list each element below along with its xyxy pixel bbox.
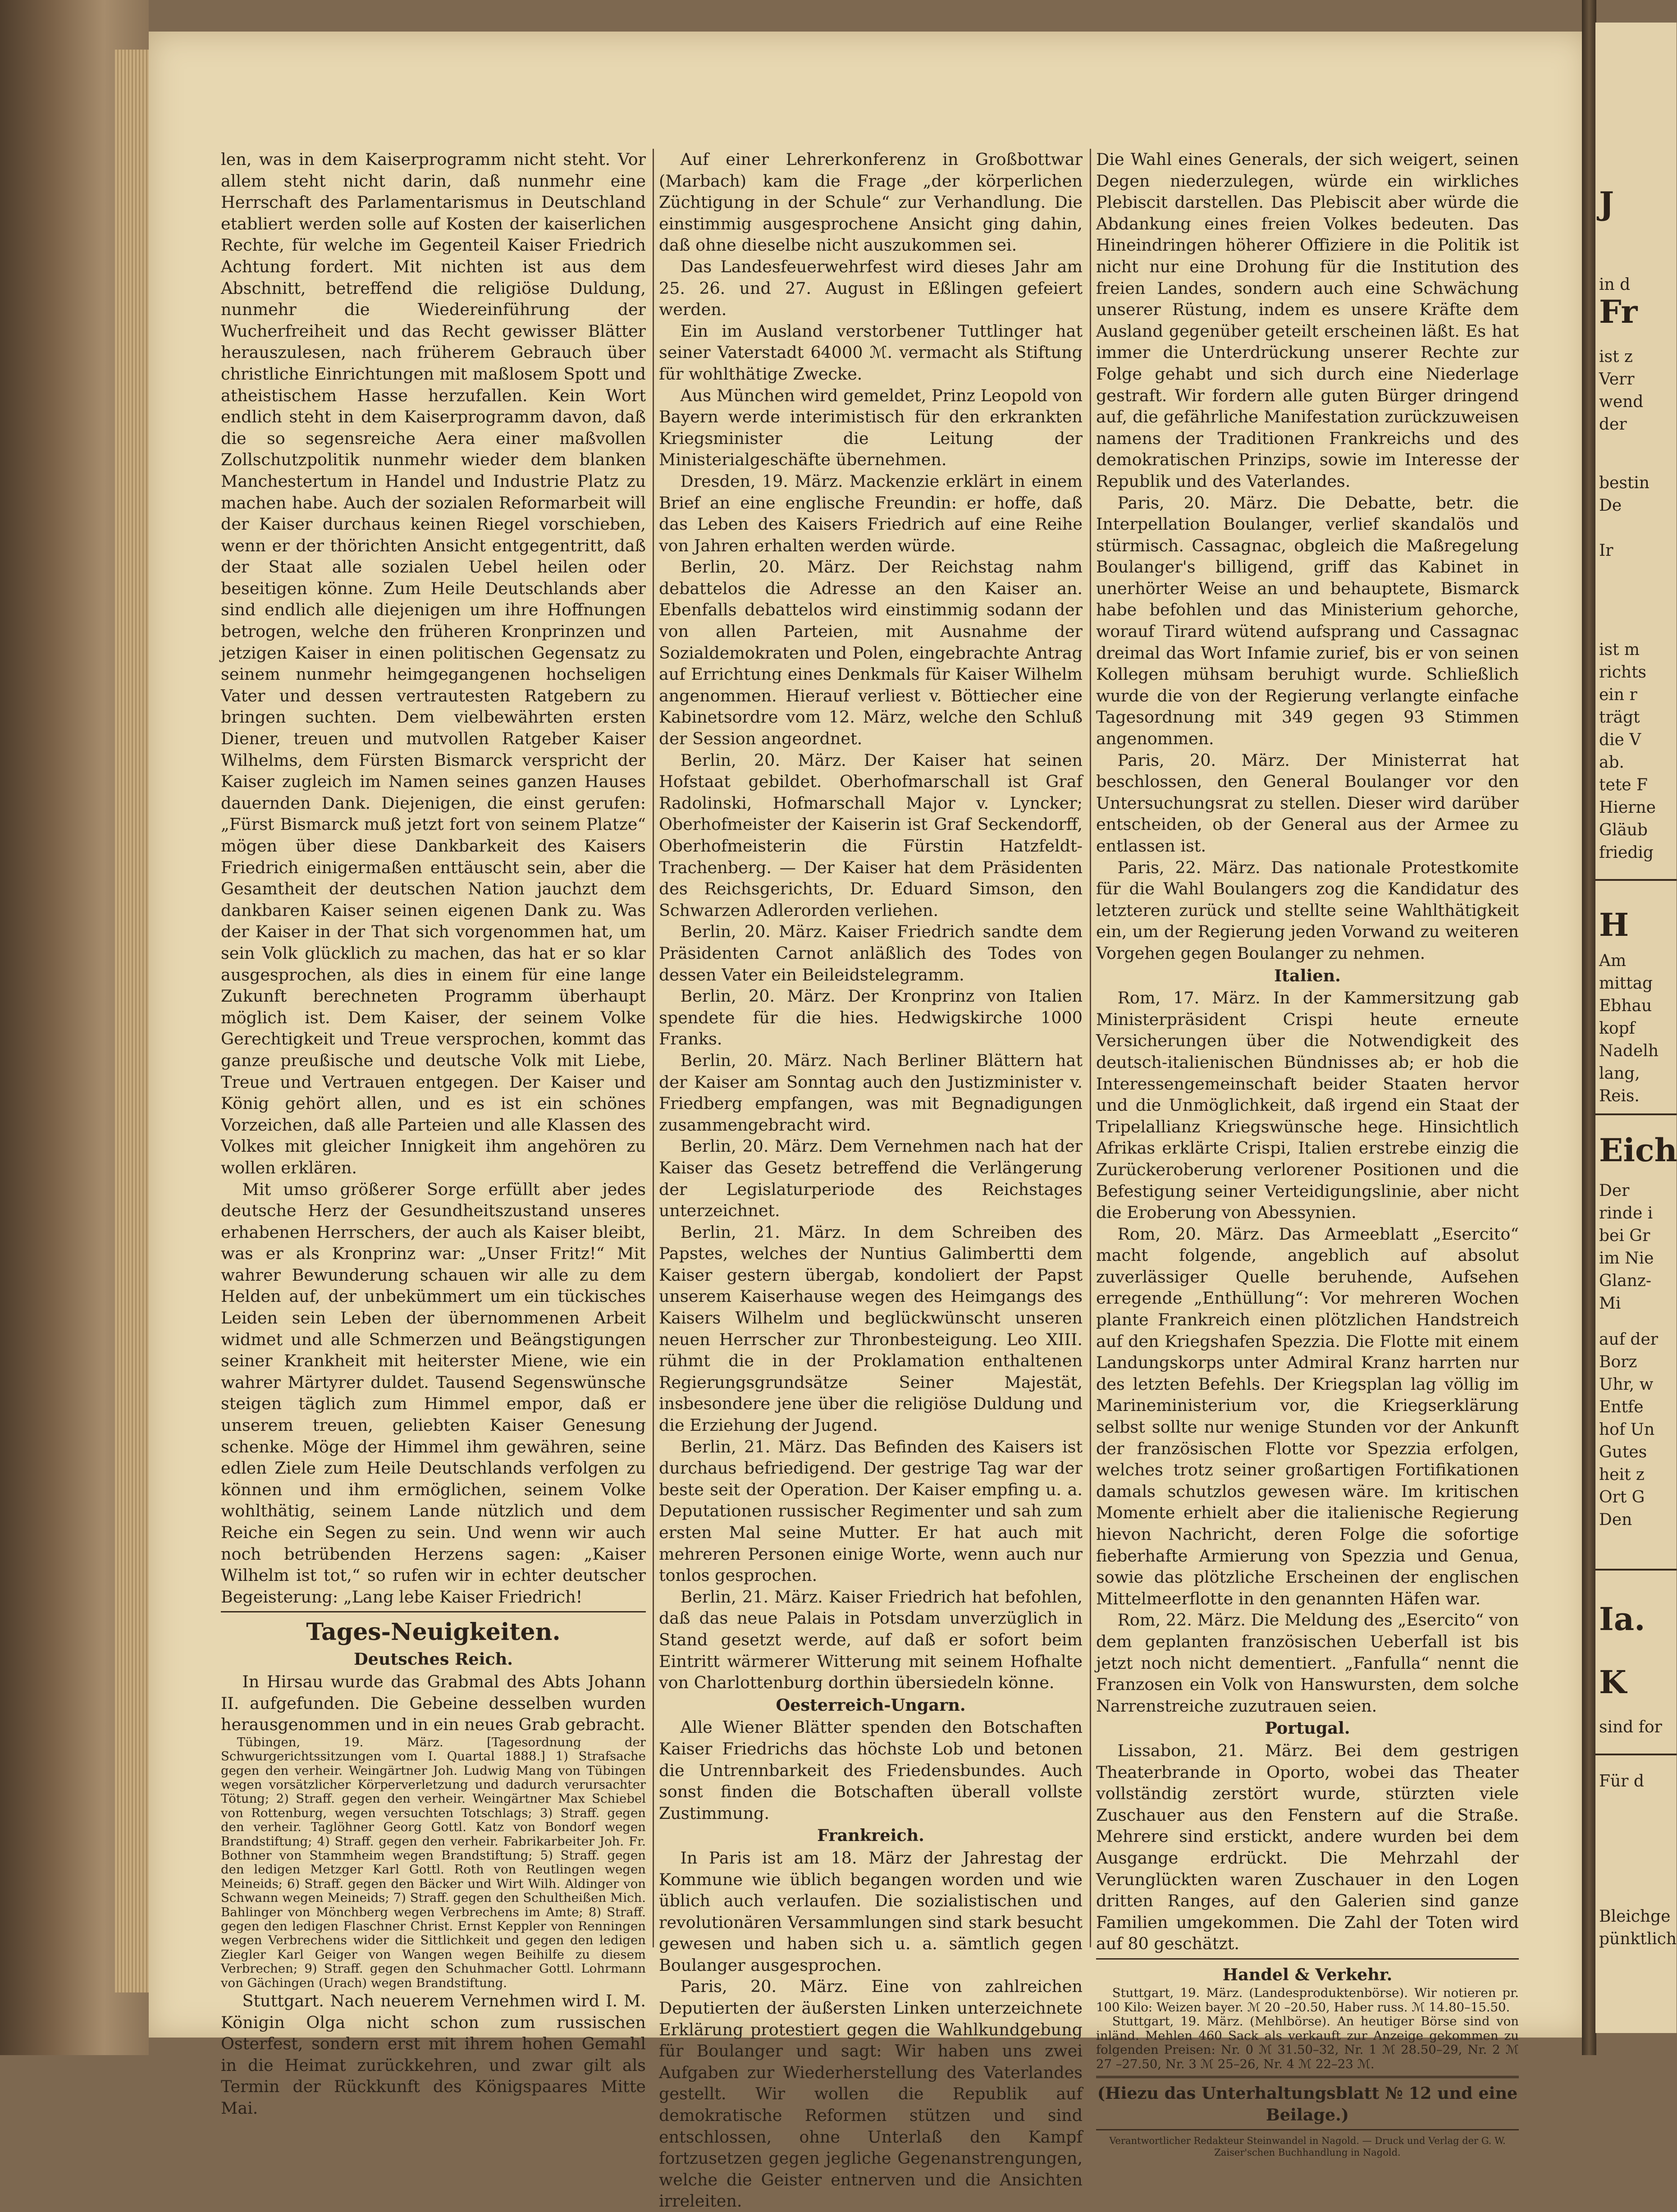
article-gesundheit: Mit umso größerer Sorge erfüllt aber jedes deutsche Herz der Gesundheitszustand unseres erhabenen Herrschers, der auch als Kaiser bleibt, was er als Kronprinz war: „Unser Fritz!“ Mit wahrer Bewunderung schauen wir alle zu dem Helden auf, der unbekümmert um ein tückisches Leiden sein Leben der übernommenen Arbeit widmet und alle Schmerzen und Beängstigungen seiner Krankheit mit heiterster Miene, wie ein wahrer Märtyrer duldet. Tausend Segenswünsche steigen täglich zum Himmel empor, daß er unserem treuen, geliebten Kaiser Genesung schenke. Möge der Himmel ihm gewähren, seine edlen Ziele zum Heile Deutschlands verfolgen zu können und ihm ermöglichen, seinem Volke wohlthätig, seinem Lande nützlich und dem Reiche ein Segen zu sein. Und wenn wir auch noch betrübenden Herzens sagen: „Kaiser Wilhelm ist tot,“ so rufen wir in echter deutscher Begeisterung: „Lang lebe Kaiser Friedrich! <box>221 1179 646 1607</box>
adjacent-page-fragment: Entfe <box>1599 1398 1644 1416</box>
subhead-deutsches-reich: Deutsches Reich. <box>354 1649 513 1669</box>
book-gutter <box>1582 0 1596 2055</box>
adjacent-page-fragment: De <box>1599 496 1622 515</box>
news-berlin-kronprinz-italien: Berlin, 20. März. Der Kronprinz von Italien spendete für die hies. Hedwigskirche 1000 Franks. <box>659 986 1083 1049</box>
news-berlin-potsdam: Berlin, 21. März. Kaiser Friedrich hat befohlen, daß das neue Palais in Potsdam unverzüglich in Stand gesetzt werde, auf daß er sofort beim Eintritt wärmerer Witterung mit seinem Hofhalte von Charlottenburg dorthin übersiedeln könne. <box>659 1587 1083 1693</box>
adjacent-page-fragment: Reis. <box>1599 1087 1640 1105</box>
news-stuttgart-koenigin: Stuttgart. Nach neuerem Vernehmen wird I. M. Königin Olga nicht schon zum russischen Osterfest, sondern erst mit ihrem hohen Gemahl in die Heimat zurückkehren, und zwar gilt als Termin der Rückkunft des Königspaares Mitte Mai. <box>221 1991 646 2118</box>
market-mehlboerse: Stuttgart, 19. März. (Mehlbörse). An heutiger Börse sind von inländ. Mehlen 460 Sack als verkauft zur Anzeige gekommen zu folgenden Preisen: Nr. 0 ℳ 31.50–32, Nr. 1 ℳ 28.50–29, Nr. 2 ℳ 27 –27.50, Nr. 3 ℳ 25–26, Nr. 4 ℳ 22–23 ℳ. <box>1096 2014 1519 2071</box>
news-paris-protestkomite: Paris, 22. März. Das nationale Protestkomite für die Wahl Boulangers zog die Kandidatur des letzteren zurück und stellte seine Wahlthätigkeit ein, um der Regierung jeden Vorwand zu weiteren Vorgehen gegen Boulanger zu nehmen. <box>1096 857 1519 963</box>
adjacent-page <box>1595 23 1677 2033</box>
adjacent-page-fragment: J <box>1599 185 1614 222</box>
news-hirsau: In Hirsau wurde das Grabmal des Abts Johann II. aufgefunden. Die Gebeine desselben wurden herausgenommen und in ein neues Grab gebracht. <box>221 1672 646 1735</box>
adjacent-page-fragment: tete F <box>1599 776 1648 794</box>
news-dresden: Dresden, 19. März. Mackenzie erklärt in einem Brief an eine englische Freundin: er hoffe, daß das Leben des Kaisers Friedrich auf eine Reihe von Jahren erhalten werden würde. <box>659 471 1083 555</box>
news-wiener-blaetter: Alle Wiener Blätter spenden den Botschaften Kaiser Friedrichs das höchste Lob und betonen die Untrennbarkeit des Friedensbundes. Auch sonst finden die Botschaften überall vollste Zustimmung. <box>659 1717 1083 1823</box>
adjacent-page-fragment: sind for <box>1599 1718 1662 1736</box>
adjacent-page-fragment: Mi <box>1599 1294 1621 1313</box>
adjacent-page-fragment: Fr <box>1599 293 1638 330</box>
news-feuerwehrfest: Das Landesfeuerwehrfest wird dieses Jahr am 25. 26. und 27. August in Eßlingen gefeiert werden. <box>659 256 1083 320</box>
news-rom-crispi: Rom, 17. März. In der Kammersitzung gab Ministerpräsident Crispi heute erneute Versicherungen über die Notwendigkeit des deutsch-italienischen Bündnisses ab; er hob die Interessengemeinschaft beider Staaten hervor und die Unmöglichkeit, daß irgend ein Staat der Tripelallianz Kriegswünsche hege. Hinsichtlich Afrikas erklärte Crispi, Italien erstrebe einzig die Zurückeroberung verlorener Positionen und die Befestigung seiner Verteidigungslinie, aber nicht die Eroberung von Abessynien. <box>1096 988 1519 1223</box>
news-berlin-justizminister: Berlin, 20. März. Nach Berliner Blättern hat der Kaiser am Sonntag auch den Justizminister v. Friedberg empfangen, was mit Begnadigungen zusammengebracht wird. <box>659 1050 1083 1135</box>
adjacent-page-fragment: ab. <box>1599 753 1624 772</box>
adjacent-page-fragment: Nadelh <box>1599 1042 1659 1060</box>
news-berlin-carnot: Berlin, 20. März. Kaiser Friedrich sandte dem Präsidenten Carnot anläßlich des Todes von dessen Vater ein Beileidstelegramm. <box>659 922 1083 985</box>
adjacent-page-fragment: Ebhau <box>1599 997 1652 1015</box>
news-paris-kommune: In Paris ist am 18. März der Jahrestag der Kommune wie üblich begangen worden und wie üblich auch verlaufen. Die sozialistischen und revolutionären Versammlungen sind stark besucht gewesen und haben sich u. a. sämtlich gegen Boulanger ausgesprochen. <box>659 1848 1083 1975</box>
adjacent-page-fragment: die V <box>1599 731 1641 749</box>
adjacent-page-fragment: Ia. <box>1599 1600 1645 1638</box>
adjacent-page-rule <box>1595 1754 1677 1755</box>
supplement-note: (Hiezu das Unterhaltungsblatt № 12 und eine Beilage.) <box>1097 2083 1518 2125</box>
divider <box>221 1611 646 1612</box>
adjacent-page-fragment: wend <box>1599 393 1644 411</box>
news-lehrerkonferenz: Auf einer Lehrerkonferenz in Großbottwar (Marbach) kam die Frage „der körperlichen Züchtigung in der Schule“ zur Verhandlung. Die einstimmig ausgesprochene Ansicht ging dahin, daß ohne dieselbe nicht auszukommen sei. <box>659 150 1083 255</box>
adjacent-page-fragment: ist z <box>1599 348 1633 366</box>
adjacent-page-fragment: mittag <box>1599 974 1653 993</box>
divider <box>1096 2129 1519 2130</box>
adjacent-page-fragment: der <box>1599 415 1627 434</box>
news-rom-esercito: Rom, 20. März. Das Armeeblatt „Esercito“ macht folgende, angeblich auf absolut zuverlässiger Quelle beruhende, Aufsehen erregende „Enthüllung“: Vor mehreren Wochen plante Frankreich einen plötzlichen Handstreich auf den Kriegshafen Spezzia. Die Flotte mit einem Landungskorps unter Admiral Kranz harrten nur des letzten Befehls. Der Kriegsplan lag völlig im Marineministerium vor, die Kriegserklärung selbst sollte nur wenige Stunden vor der Ankunft der französischen Flotte vor Spezzia erfolgen, welches trotz seiner großartigen Fortifikationen damals schutzlos gewesen wäre. Im kritischen Momente erhielt aber die italienische Regierung hievon Nachricht, deren Folge die sofortige fieberhafte Armierung von Spezzia und Genua, sowie das plötzliche Erscheinen der englischen Mittelmeerflotte in den genannten Häfen war. <box>1096 1224 1519 1608</box>
adjacent-page-fragment: K <box>1599 1663 1627 1701</box>
subhead-oesterreich-ungarn: Oesterreich-Ungarn. <box>776 1695 966 1715</box>
news-berlin-hofstaat: Berlin, 20. März. Der Kaiser hat seinen Hofstaat gebildet. Oberhofmarschall ist Graf Radolinski, Hofmarschall Major v. Lyncker; Oberhofmeister der Kaiserin ist Graf Seckendorff, Oberhofmeisterin die Fürstin Hatzfeldt-Trachenberg. — Der Kaiser hat dem Präsidenten des Reichsgerichts, Dr. Eduard Simson, den Schwarzen Adlerorden verliehen. <box>659 750 1083 920</box>
adjacent-page-fragment: hof Un <box>1599 1420 1655 1439</box>
adjacent-page-fragment: in d <box>1599 275 1631 294</box>
news-paris-debatte: Paris, 20. März. Die Debatte, betr. die Interpellation Boulanger, verlief skandalös und stürmisch. Cassagnac, obgleich die Maßregelung Boulanger's billigend, griff das Kabinet in unerhörter Weise an und behauptete, Bismarck habe befohlen und das Ministerium gehorche, worauf Tirard wütend aufsprang und Cassagnac dreimal das Wort Infamie zurief, bis er von seinen Kollegen mühsam beruhigt wurde. Schließlich wurde die von der Regierung verlangte einfache Tagesordnung mit 349 gegen 93 Stimmen angenommen. <box>1096 493 1519 749</box>
adjacent-page-fragment: kopf <box>1599 1019 1635 1038</box>
adjacent-page-fragment: Gläub <box>1599 821 1648 839</box>
adjacent-page-fragment: Glanz- <box>1599 1272 1652 1290</box>
adjacent-page-fragment: Ort G <box>1599 1488 1645 1507</box>
column-rule <box>653 149 654 1947</box>
news-muenchen: Aus München wird gemeldet, Prinz Leopold von Bayern werde interimistisch für den erkrankten Kriegsminister die Leitung der Ministerialgeschäfte übernehmen. <box>659 385 1083 470</box>
section-title-tages-neuigkeiten: Tages-Neuigkeiten. <box>306 1618 561 1646</box>
adjacent-page-fragment: rinde i <box>1599 1204 1653 1223</box>
adjacent-page-fragment: Gutes <box>1599 1443 1647 1461</box>
divider <box>1096 2076 1519 2078</box>
adjacent-page-fragment: Hierne <box>1599 798 1656 817</box>
imprint: Verantwortlicher Redakteur Steinwandel in Nagold. — Druck und Verlag der G. W. Zaiser'schen Buchhandlung in Nagold. <box>1109 2135 1506 2158</box>
news-tuebingen-schwurgericht: Tübingen, 19. März. [Tagesordnung der Schwurgerichtssitzungen vom I. Quartal 1888.] 1) Strafsache gegen den verheir. Weingärtner Joh. Ludwig Mang von Tübingen wegen vorsätzlicher Körperverletzung und dadurch verursachter Tötung; 2) Straff. gegen den verheir. Weingärtner Max Schiebel von Rottenburg, wegen versuchten Totschlags; 3) Straff. gegen den verheir. Taglöhner Georg Gottl. Katz von Bondorf wegen Brandstiftung; 4) Straff. gegen den verheir. Fabrikarbeiter Joh. Fr. Bothner von Stammheim wegen Brandstiftung; 5) Straff. gegen den ledigen Metzger Karl Gottl. Roth von Reutlingen wegen Meineids; 6) Straff. gegen den Bäcker und Wirt Wilh. Aldinger von Schwann wegen Meineids; 7) Straff. gegen den Schultheißen Mich. Bahlinger von Mönchberg wegen Verbrechens im Amte; 8) Straff. gegen den ledigen Flaschner Christ. Ernst Keppler von Renningen wegen Verbrechens wider die Sittlichkeit und gegen den ledigen Ziegler Karl Geiger von Wangen wegen Beihilfe zu diesem Verbrechen; 9) Straff. gegen den Schuhmacher Gottl. Lohrmann von Gächingen (Urach) wegen Brandstiftung. <box>221 1735 646 1990</box>
subhead-handel-verkehr: Handel & Verkehr. <box>1222 1965 1393 1984</box>
adjacent-page-fragment: Bleichge <box>1599 1907 1671 1926</box>
news-paris-ministerrat: Paris, 20. März. Der Ministerrat hat beschlossen, den General Boulanger vor den Untersuchungsrat zu stellen. Dieser wird darüber entscheiden, ob der General aus der Armee zu entlassen ist. <box>1096 750 1519 856</box>
adjacent-page-fragment: lang, <box>1599 1064 1640 1083</box>
subhead-frankreich: Frankreich. <box>817 1826 924 1846</box>
column-3 <box>1096 149 1519 2158</box>
adjacent-page-fragment: bei Gr <box>1599 1227 1650 1245</box>
news-berlin-legislatur: Berlin, 20. März. Dem Vernehmen nach hat der Kaiser das Gesetz betreffend die Verlängerung der Legislaturperiode des Reichstages unterzeichnet. <box>659 1136 1083 1221</box>
article-kaiserprogramm: len, was in dem Kaiserprogramm nicht steht. Vor allem steht nicht darin, daß nunmehr eine Herrschaft des Parlamentarismus in Deutschland etabliert werden solle auf Kosten der kaiserlichen Rechte, für welche im Gegenteil Kaiser Friedrich Achtung fordert. Mit nichten ist aus dem Abschnitt, betreffend die religiöse Duldung, nunmehr die Wiedereinführung der Wucherfreiheit und das Recht gewisser Blätter herauszulesen, nach früherem Gebrauch über christliche Einrichtungen mit maßlosem Spott und atheistischem Hasse herzufallen. Kein Wort endlich steht in dem Kaiserprogramm davon, daß die so segensreiche Aera einer maßvollen Zollschutzpolitik nunmehr wieder dem blanken Manchestertum in Handel und Industrie Platz zu machen habe. Auch der sozialen Reformarbeit will der Kaiser durchaus keinen Riegel vorschieben, wenn er der thörichten Ansicht entgegentritt, daß der Staat alle sozialen Uebel heilen oder beseitigen könne. Zum Heile Deutschlands aber sind endlich alle diejenigen um ihre Hoffnungen betrogen, welche den früheren Kronprinzen und jetzigen Kaiser in einen politischen Gegensatz zu seinem nunmehr heimgegangenen hochseligen Vater und dessen vertrautesten Ratgebern zu bringen suchten. Dem vielbewährten ersten Diener, treuen und mutvollen Ratgeber Kaiser Wilhelms, dem Fürsten Bismarck verspricht der Kaiser zugleich im Namen seines ganzen Hauses dauernden Dank. Diejenigen, die einst gerufen: „Fürst Bismarck muß jetzt fort von seinem Platze“ mögen über diese Dankbarkeit des Kaisers Friedrich einigermaßen enttäuscht sein, aber die Gesamtheit der deutschen Nation jauchzt dem dankbaren Kaiser seinen eigenen Dank zu. Was der Kaiser in der That sich vorgenommen hat, um sein Volk glücklich zu machen, das hat er so klar ausgesprochen, als dies in einem für eine lange Zukunft berechneten Programm überhaupt möglich ist. Dem Kaiser, der seinem Volke Gerechtigkeit und Treue versprochen, kommt das ganze preußische und deutsche Volk mit Liebe, Treue und Vertrauen entgegen. Der Kaiser und König gehört allen, und es ist ein schönes Vorzeichen, daß alle Parteien und alle Klassen des Volkes mit gleicher Innigkeit ihm angehören zu wollen erklären. <box>221 150 646 1177</box>
column-rule <box>1090 149 1091 1947</box>
adjacent-page-rule <box>1595 879 1677 881</box>
news-rom-fanfulla: Rom, 22. März. Die Meldung des „Esercito“ von dem geplanten französischen Ueberfall ist bis jetzt noch nicht dementiert. „Fanfulla“ nennt die Franzosen ein Volk von Hanswursten, dem solche Narrenstreiche zuzutrauen seien. <box>1096 1610 1519 1716</box>
news-tuttlinger-stiftung: Ein im Ausland verstorbener Tuttlinger hat seiner Vaterstadt 64000 ℳ. vermacht als Stiftung für wohlthätige Zwecke. <box>659 321 1083 384</box>
column-2 <box>659 149 1083 2211</box>
adjacent-page-fragment: Borz <box>1599 1353 1637 1371</box>
article-plebiscit: Die Wahl eines Generals, der sich weigert, seinen Degen niederzulegen, würde ein wirkliches Plebiscit darstellen. Das Plebiscit aber würde die Abdankung eines freien Volkes bedeuten. Das Hineindringen höherer Offiziere in die Politik ist nicht nur eine Drohung für die Institution des freien Landes, sondern auch eine Schwächung unserer Rüstung, indem es unsere Kräfte dem Ausland gegenüber geteilt erscheinen läßt. Es hat immer die Unterdrückung unserer Rechte zur Folge gehabt und sich durch eine Niederlage gestraft. Wir fordern alle guten Bürger dringend auf, die gefährliche Manifestation zurückzuweisen namens der Traditionen Frankreichs und des demokratischen Prinzips, sowie im Interesse der Republik und des Vaterlandes. <box>1096 150 1519 491</box>
subhead-portugal: Portugal. <box>1265 1718 1350 1738</box>
adjacent-page-fragment: Eich <box>1599 1131 1677 1169</box>
adjacent-page-fragment: auf der <box>1599 1330 1658 1349</box>
news-paris-erklaerung: Paris, 20. März. Eine von zahlreichen Deputierten der äußersten Linken unterzeichnete Erklärung protestiert gegen die Wahlkundgebung für Boulanger und sagt: Wir haben uns zwei Aufgaben zur Wiederherstellung des Vaterlandes gestellt. Wir wollen die Republik auf demokratische Reformen stützen und sind entschlossen, ohne Unterlaß den Kampf fortzusetzen gegen jegliche Gegenanstrengungen, welche die Geister entnerven und die Ansichten irreleiten. <box>659 1977 1083 2211</box>
adjacent-page-fragment: Der <box>1599 1182 1630 1200</box>
adjacent-page-fragment: pünktlich <box>1599 1930 1677 1948</box>
divider <box>1096 1958 1519 1960</box>
adjacent-page-fragment: Am <box>1599 952 1627 970</box>
market-landesproduktenboerse: Stuttgart, 19. März. (Landesproduktenbörse). Wir notieren pr. 100 Kilo: Weizen bayer. ℳ 20 –20.50, Haber russ. ℳ 14.80–15.50. <box>1096 1986 1519 2015</box>
adjacent-page-fragment: ein r <box>1599 686 1637 704</box>
adjacent-page-fragment: Den <box>1599 1511 1632 1529</box>
adjacent-page-fragment: Uhr, w <box>1599 1375 1654 1394</box>
adjacent-page-fragment: Verr <box>1599 370 1635 389</box>
adjacent-page-fragment: ist m <box>1599 641 1640 659</box>
adjacent-page-rule <box>1595 1113 1677 1115</box>
adjacent-page-rule <box>1595 1569 1677 1571</box>
column-1 <box>221 149 646 2118</box>
subhead-italien: Italien. <box>1274 966 1341 985</box>
adjacent-page-fragment: im Nie <box>1599 1249 1654 1268</box>
adjacent-page-fragment: bestin <box>1599 474 1650 492</box>
news-berlin-papst: Berlin, 21. März. In dem Schreiben des Papstes, welches der Nuntius Galimbertti dem Kaiser gestern übergab, kondoliert der Papst unserem Kaiserhause wegen des Heimgangs des Kaisers Wilhelm und beglückwünscht unseren neuen Herrscher zur Thronbesteigung. Leo XIII. rühmt die in der Proklamation enthaltenen Regierungsgrundsätze Seiner Majestät, insbesondere jene über die religiöse Duldung und die Erziehung der Jugend. <box>659 1222 1083 1435</box>
adjacent-page-fragment: Ir <box>1599 541 1613 560</box>
adjacent-page-fragment: trägt <box>1599 708 1640 727</box>
adjacent-page-fragment: H <box>1599 906 1629 943</box>
news-berlin-befinden: Berlin, 21. März. Das Befinden des Kaisers ist durchaus befriedigend. Der gestrige Tag war der beste seit der Operation. Der Kaiser empfing u. a. Deputationen russischer Regimenter und sah zum ersten Mal seine Mutter. Er hat auch mit mehreren Personen einige Worte, wenn auch nur tonlos gesprochen. <box>659 1437 1083 1585</box>
news-lissabon-theaterbrand: Lissabon, 21. März. Bei dem gestrigen Theaterbrande in Oporto, wobei das Theater vollständig zerstört wurde, stürzten viele Zuschauer aus den Fenstern auf die Straße. Mehrere sind erstickt, andere wurden bei dem Ausgange erdrückt. Die Mehrzahl der Verunglückten waren Zuschauer in den Logen dritten Ranges, auf den Galerien sind ganze Familien umgekommen. Die Zahl der Toten wird auf 80 geschätzt. <box>1096 1740 1519 1954</box>
adjacent-page-fragment: Für d <box>1599 1772 1644 1791</box>
adjacent-page-fragment: heit z <box>1599 1466 1645 1484</box>
adjacent-page-fragment: friedig <box>1599 843 1654 862</box>
news-berlin-reichstag: Berlin, 20. März. Der Reichstag nahm debattelos die Adresse an den Kaiser an. Ebenfalls debattelos wird einstimmig sodann der von allen Parteien, mit Ausnahme der Sozialdemokraten und Polen, eingebrachte Antrag auf Errichtung eines Denkmals für Kaiser Wilhelm angenommen. Hierauf verliest v. Böttiecher eine Kabinetsordre vom 12. März, welche den Schluß der Session angeordnet. <box>659 557 1083 749</box>
adjacent-page-fragment: richts <box>1599 663 1647 682</box>
